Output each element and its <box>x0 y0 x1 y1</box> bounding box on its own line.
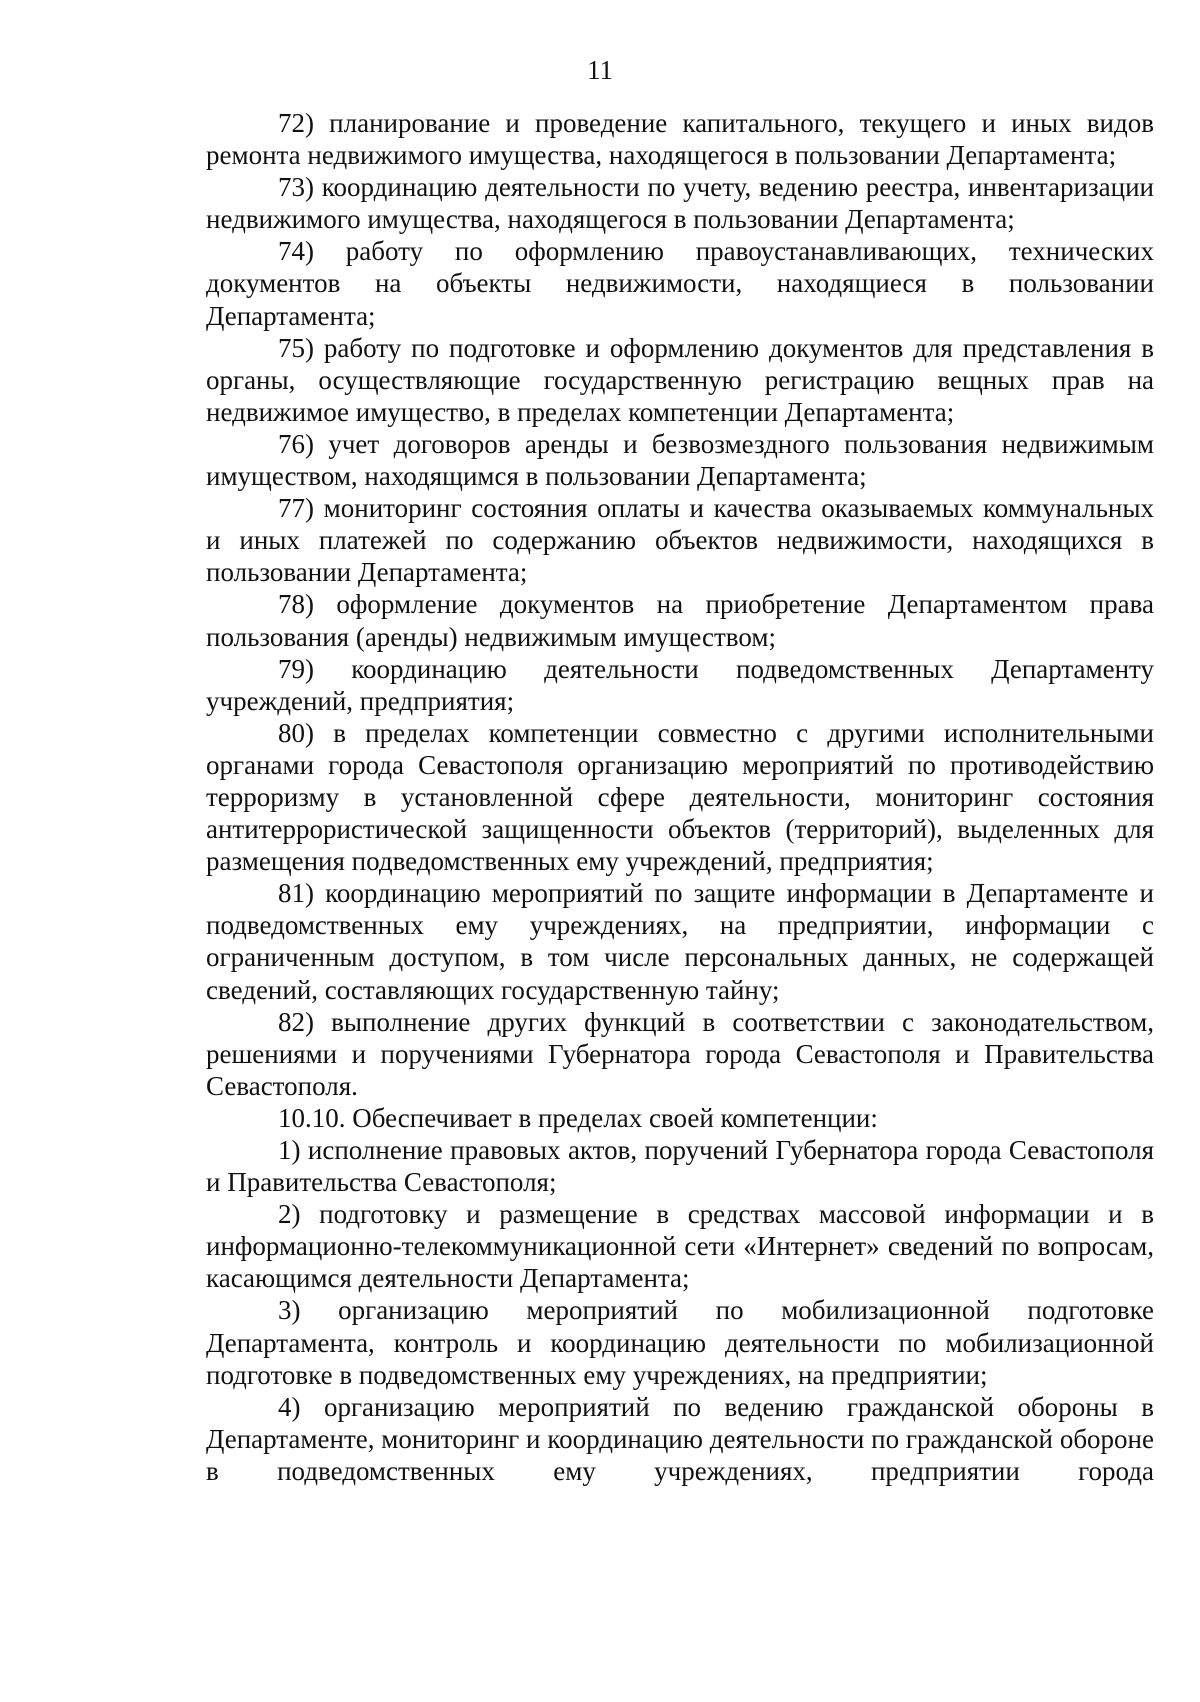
paragraph-81: 81) координацию мероприятий по защите информации в Департаменте и подведомственных ему учреждениях, на предприятии, информации с ограниченным доступом, в том числе персональных данных, не содержащей сведений, составляющих государственную тайну; <box>206 878 1154 1005</box>
paragraph-79: 79) координацию деятельности подведомственных Департаменту учреждений, предприятия; <box>206 653 1154 716</box>
paragraph-1: 1) исполнение правовых актов, поручений Губернатора города Севастополя и Правительства Севастополя; <box>206 1135 1154 1198</box>
paragraph-76: 76) учет договоров аренды и безвозмездного пользования недвижимым имуществом, находящимся в пользовании Департамента; <box>206 428 1154 492</box>
paragraph-4: 4) организацию мероприятий по ведению гражданской обороны в Департаменте, мониторинг и координацию деятельности по гражданской обороне в подведомственных ему учреждениях, предприятии города <box>206 1391 1154 1486</box>
paragraph-82: 82) выполнение других функций в соответствии с законодательством, решениями и поручениями Губернатора города Севастополя и Правительства Севастополя. <box>206 1006 1154 1101</box>
paragraph-72: 72) планирование и проведение капитального, текущего и иных видов ремонта недвижимого имущества, находящегося в пользовании Департамента; <box>206 108 1154 171</box>
paragraph-75: 75) работу по подготовке и оформлению документов для представления в органы, осуществляющие государственную регистрацию вещных прав на недвижимое имущество, в пределах компетенции Департамента; <box>206 332 1154 427</box>
section-10-10-heading: 10.10. Обеспечивает в пределах своей компетенции: <box>278 1102 878 1133</box>
paragraph-73: 73) координацию деятельности по учету, ведению реестра, инвентаризации недвижимого имущества, находящегося в пользовании Департамента; <box>206 172 1154 235</box>
paragraph-3: 3) организацию мероприятий по мобилизационной подготовке Департамента, контроль и координацию деятельности по мобилизационной подготовке в подведомственных ему учреждениях, на предприятии; <box>206 1295 1154 1390</box>
paragraph-74: 74) работу по оформлению правоустанавливающих, технических документов на объекты недвижимости, находящиеся в пользовании Департамента; <box>206 236 1154 331</box>
page-number: 11 <box>587 55 613 85</box>
paragraph-78: 78) оформление документов на приобретение Департаментом права пользования (аренды) недвижимым имуществом; <box>206 589 1154 652</box>
paragraph-77: 77) мониторинг состояния оплаты и качества оказываемых коммунальных и иных платежей по содержанию объектов недвижимости, находящихся в пользовании Департамента; <box>206 493 1154 588</box>
paragraph-80: 80) в пределах компетенции совместно с другими исполнительными органами города Севастополя организацию мероприятий по противодействию терроризму в установленной сфере деятельности, мониторинг состояния антитеррористической защищенности объектов (территорий), выделенных для размещения подведомственных ему учреждений, предприятия; <box>206 717 1154 877</box>
paragraph-2: 2) подготовку и размещение в средствах массовой информации и в информационно-телекоммуникационной сети «Интернет» сведений по вопросам, касающимся деятельности Департамента; <box>206 1199 1154 1294</box>
document-body <box>206 107 1154 1487</box>
